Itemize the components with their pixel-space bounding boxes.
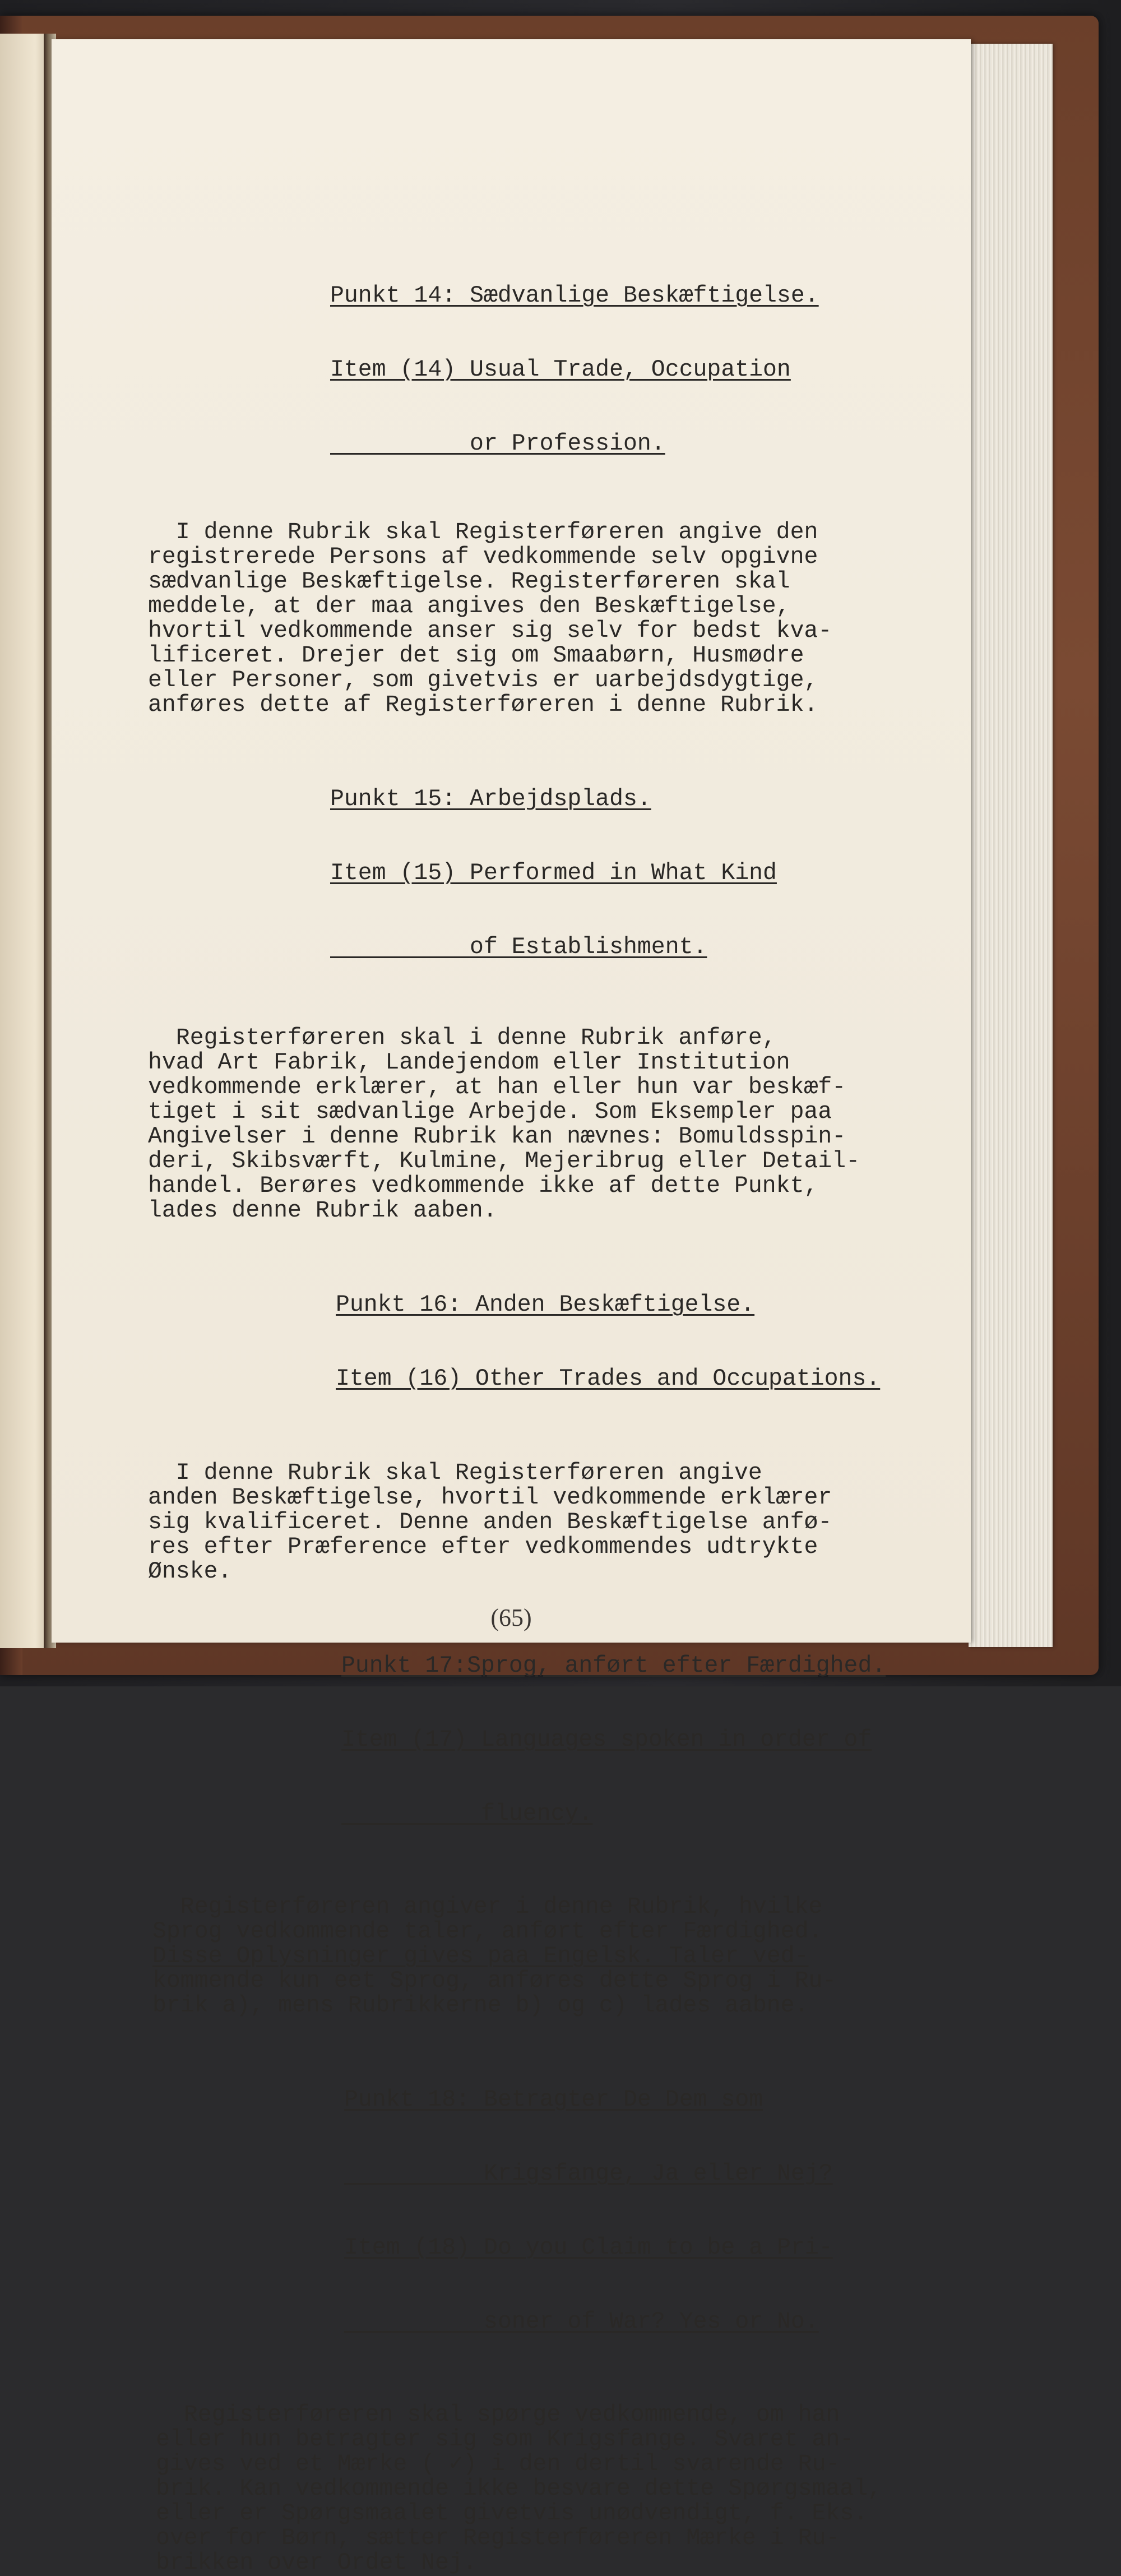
heading-line: Punkt 14: Sædvanlige Beskæftigelse. (330, 283, 819, 309)
paragraph-line: Sprog vedkommende taler, anført efter Færdighed. (152, 1918, 823, 1945)
paragraph-line: anføres dette af Registerføreren i denne Rubrik. (148, 692, 818, 718)
paragraph-line: hvad Art Fabrik, Landejendom eller Institution (148, 1049, 790, 1076)
paragraph-line: Ønske. (148, 1558, 232, 1585)
paragraph-line: tiget i sit sædvanlige Arbejde. Som Eksempler paa (148, 1099, 832, 1125)
heading-line: Punkt 16: Anden Beskæftigelse. (336, 1292, 755, 1318)
paragraph-line: brik a), mens Rubrikkerne b) og c) lades aabne. (152, 1992, 809, 2019)
left-page-edge (0, 34, 50, 1648)
section-punkt-18 (344, 2038, 962, 2384)
heading-line: Item (15) Performed in What Kind (330, 860, 777, 886)
section-punkt-16 (336, 1243, 962, 1441)
heading-line: Item (14) Usual Trade, Occupation (330, 357, 791, 383)
page-stack-edge (969, 44, 1053, 1647)
section-heading (341, 1604, 962, 1876)
section-heading (344, 2038, 962, 2384)
paragraph-line: eller hun betragter sig som Krigsfange. Svaret an- (156, 2426, 854, 2453)
section-paragraph (148, 520, 962, 718)
paragraph-line: sædvanlige Beskæftigelse. Registerføreren skal (148, 568, 790, 595)
paragraph-line: Registerføreren skal spørge vedkommende, om han (156, 2402, 840, 2428)
heading-line: Item (16) Other Trades and Occupations. (336, 1366, 881, 1392)
paragraph-line: I denne Rubrik skal Registerføreren angive (148, 1460, 762, 1486)
paragraph-line: hvortil vedkommende anser sig selv for bedst kva- (148, 618, 832, 644)
heading-line: Punkt 15: Arbejdsplads. (330, 786, 651, 812)
paragraph-line: gives ved et Mærke ( ✓) i den dertil svarende Ru- (156, 2451, 840, 2477)
page-text (148, 234, 962, 2576)
section-paragraph (148, 1026, 962, 1223)
paragraph-line: res efter Præference efter vedkommendes udtrykte (148, 1534, 818, 1560)
heading-line: of Establishment. (470, 934, 707, 960)
heading-line: Item (18) Do you Claim to be a Pri- (344, 2235, 833, 2261)
paragraph-line: meddele, at der maa angives den Beskæftigelse, (148, 593, 790, 619)
paragraph-line: vedkommende erklærer, at han eller hun var beskæf- (148, 1074, 846, 1100)
paragraph-line: deri, Skibsværft, Kulmine, Mejeribrug eller Detail- (148, 1148, 860, 1174)
section-paragraph (152, 1895, 962, 2018)
heading-line: soner of War? Yes or No. (484, 2309, 819, 2335)
page-number: (65) (490, 1604, 532, 1631)
heading-line: Item (17) Languages spoken in order of (341, 1727, 872, 1753)
paragraph-line: Registerføreren skal i denne Rubrik anføre, (148, 1025, 776, 1051)
paragraph-line: Registerføreren angiver i denne Rubrik, hvilke (152, 1894, 823, 1920)
section-heading (330, 738, 962, 1009)
heading-line: Punkt 18: Betragter De Dem som (344, 2087, 763, 2113)
paragraph-line: lades denne Rubrik aaben. (148, 1197, 497, 1224)
section-heading (330, 234, 962, 506)
section-punkt-14 (330, 234, 962, 506)
paragraph-line: over for Børn, sætter Registerføreren Mærke i Ru- (156, 2525, 840, 2551)
document-page (52, 39, 971, 2576)
section-punkt-17 (341, 1604, 962, 1876)
paragraph-line: Angivelser i denne Rubrik kan nævnes: Bomuldsspin- (148, 1123, 846, 1150)
paragraph-line: brikken over Ordet Nej. (156, 2550, 477, 2576)
heading-line: or Profession. (470, 431, 665, 457)
section-heading (336, 1243, 962, 1441)
paragraph-line: eller er Spørgsmaalet givetvis unødvendigt, f. Eks. (156, 2500, 868, 2527)
heading-line: Krigsfange, Ja eller Nej? (484, 2161, 833, 2187)
heading-line: fluency. (481, 1801, 593, 1827)
paragraph-line: brik. Kan vedkommende ikke besvare dette Spørgsmaal, (156, 2476, 882, 2502)
paragraph-line: lificeret. Drejer det sig om Smaabørn, Husmødre (148, 642, 804, 669)
paragraph-line: registrerede Persons af vedkommende selv opgivne (148, 544, 818, 570)
paragraph-line: anden Beskæftigelse, hvortil vedkommende erklærer (148, 1484, 832, 1511)
section-punkt-15 (330, 738, 962, 1009)
paragraph-line-underlined: Disse Oplysninger gives paa Engelsk. Taler ved- (152, 1943, 809, 1969)
section-paragraph (156, 2403, 962, 2575)
paragraph-line: eller Personer, som givetvis er uarbejdsdygtige, (148, 667, 818, 693)
section-paragraph (148, 1461, 962, 1584)
paragraph-line: I denne Rubrik skal Registerføreren angive den (148, 519, 818, 545)
paragraph-line: kommende kun eet Sprog, anføres dette Sprog i Ru- (152, 1968, 837, 1994)
heading-line: Punkt 17:Sprog, anført efter Færdighed. (341, 1653, 886, 1679)
paragraph-line: sig kvalificeret. Denne anden Beskæftigelse anfø- (148, 1509, 832, 1536)
paragraph-line: handel. Berøres vedkommende ikke af dette Punkt, (148, 1173, 818, 1199)
